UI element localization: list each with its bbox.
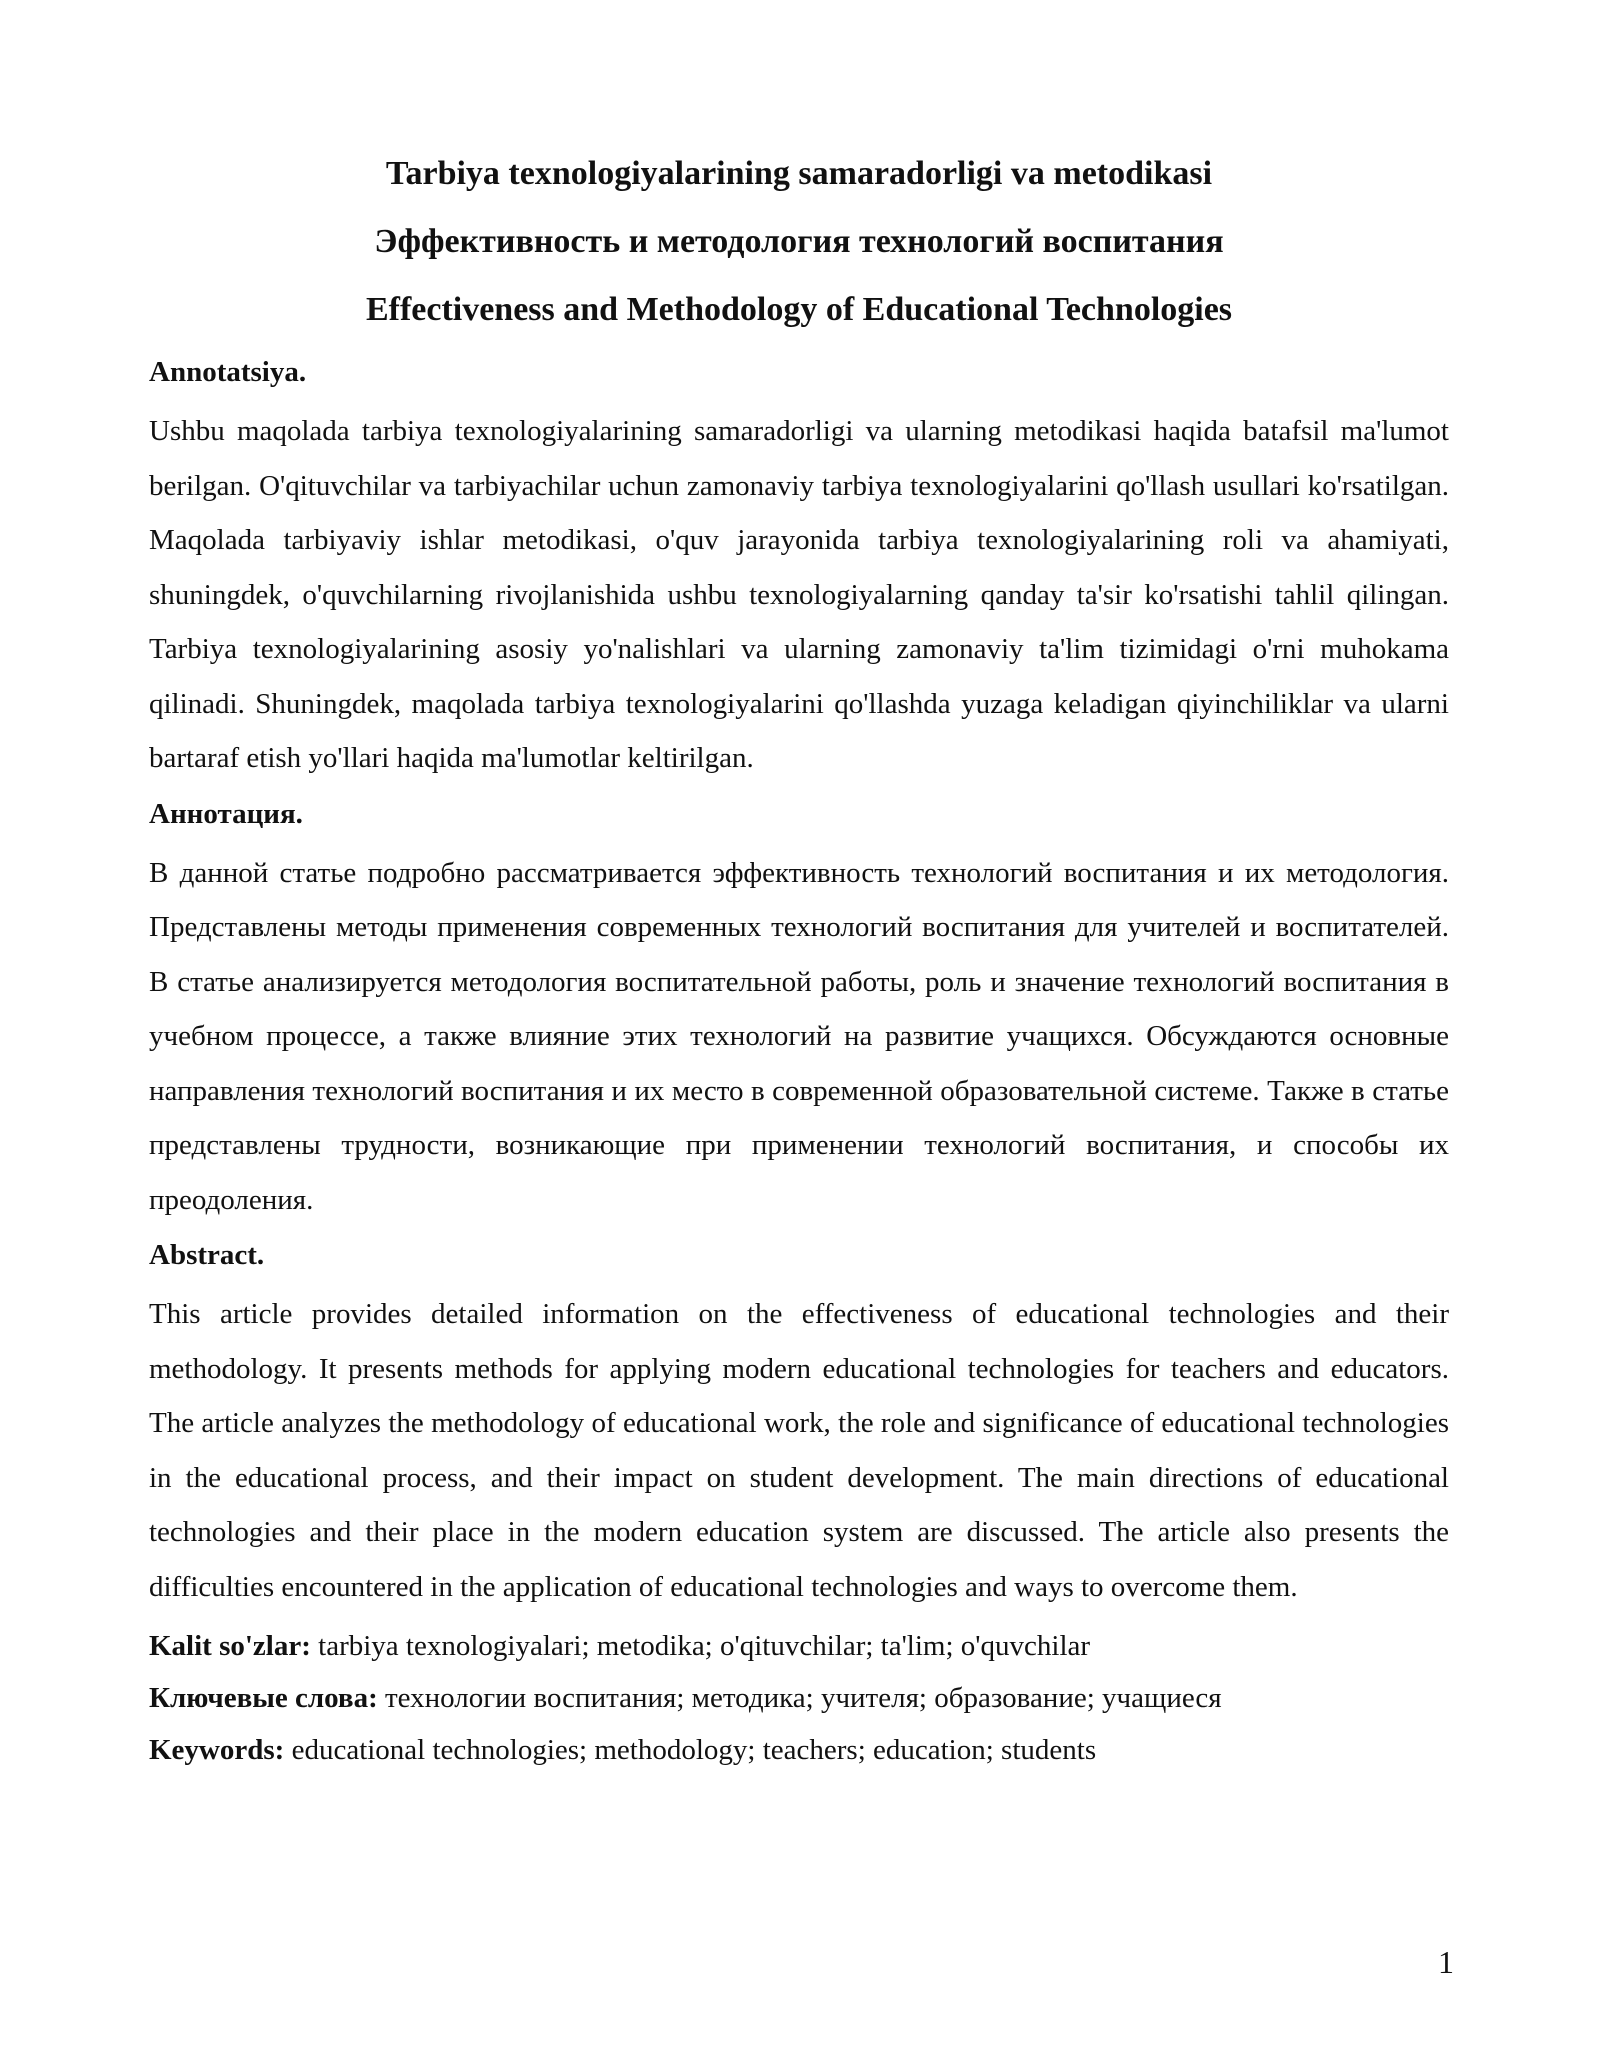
keywords-label-english: Keywords:	[149, 1734, 285, 1766]
keywords-text-uzbek: tarbiya texnologiyalari; metodika; o'qituvchilar; ta'lim; o'quvchilar	[310, 1630, 1091, 1662]
keywords-text-english: educational technologies; methodology; teachers; education; students	[284, 1734, 1097, 1766]
abstract-heading-russian: Аннотация.	[149, 797, 303, 830]
title-english: Effectiveness and Methodology of Educational Technologies	[365, 291, 1233, 328]
keywords-russian	[149, 1678, 1449, 1718]
abstract-heading-uzbek: Annotatsiya.	[149, 356, 307, 388]
keywords-english	[149, 1730, 1449, 1770]
keywords-label-uzbek: Kalit so'zlar:	[149, 1630, 311, 1662]
abstract-text-russian: В данной статье подробно рассматривается эффективность технологий воспитания и их методология. Представлены методы применения современных технологий воспитания для учителей и воспитателей. В статье анализируется методология воспитательной работы, роль и значение технологий воспитания в учебном процессе, а также влияние этих технологий на развитие учащихся. Обсуждаются основные направления технологий воспитания и их место в современной образовательной системе. Также в статье представлены трудности, возникающие при применении технологий воспитания, и способы их преодоления.	[149, 856, 1449, 1216]
title-russian: Эффективность и методология технологий воспитания	[374, 223, 1224, 260]
abstract-text-uzbek: Ushbu maqolada tarbiya texnologiyalarining samaradorligi va ularning metodikasi haqida batafsil ma'lumot berilgan. O'qituvchilar va tarbiyachilar uchun zamonaviy tarbiya texnologiyalarini qo'llash usullari ko'rsatilgan. Maqolada tarbiyaviy ishlar metodikasi, o'quv jarayonida tarbiya texnologiyalarining roli va ahamiyati, shuningdek, o'quvchilarning rivojlanishida ushbu texnologiyalarning qanday ta'sir ko'rsatishi tahlil qilingan. Tarbiya texnologiyalarining asosiy yo'nalishlari va ularning zamonaviy ta'lim tizimidagi o'rni muhokama qilinadi. Shuningdek, maqolada tarbiya texnologiyalarini qo'llashda yuzaga keladigan qiyinchiliklar va ularni bartaraf etish yo'llari haqida ma'lumotlar keltirilgan.	[149, 415, 1449, 774]
keywords-text-russian: технологии воспитания; методика; учителя; образование; учащиеся	[377, 1682, 1222, 1714]
abstract-heading-english: Abstract.	[149, 1239, 265, 1271]
keywords-label-russian: Ключевые слова:	[149, 1682, 378, 1714]
page-number: 1	[1438, 1944, 1454, 1980]
document-page	[149, 140, 1449, 1770]
abstract-text-english: This article provides detailed information on the effectiveness of educational technologies and their methodology. It presents methods for applying modern educational technologies for teachers and educators. The article analyzes the methodology of educational work, the role and significance of educational technologies in the educational process, and their impact on student development. The main directions of educational technologies and their place in the modern education system are discussed. The article also presents the difficulties encountered in the application of educational technologies and ways to overcome them.	[149, 1298, 1449, 1603]
title-uzbek: Tarbiya texnologiyalarining samaradorligi va metodikasi	[385, 155, 1213, 192]
keywords-uzbek	[149, 1626, 1449, 1666]
